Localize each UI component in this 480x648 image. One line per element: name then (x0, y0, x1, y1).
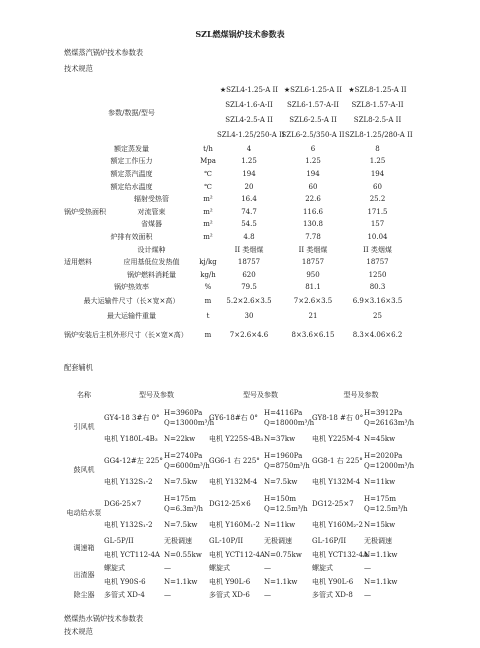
spec-row-label: 额定工作压力 (110, 157, 153, 166)
spec-value: II 类烟煤 (363, 245, 392, 254)
aux-param: N=22kw (164, 435, 196, 443)
spec-row (64, 231, 410, 244)
spec-value: 60 (373, 182, 382, 191)
spec-unit: ℃ (204, 169, 212, 178)
spec-value: 54.5 (241, 220, 257, 229)
aux-param: — (164, 564, 171, 573)
spec-unit: t (206, 312, 210, 321)
spec-value: II 类烟煤 (298, 245, 328, 254)
aux-model: 电机 Y225M-4 (312, 435, 361, 443)
spec-value: 25.2 (369, 195, 386, 204)
aux-model: 电机 Y132M-4 (312, 478, 361, 486)
spec-value: 1250 (368, 270, 387, 279)
aux-model: 多管式 XD-6 (209, 591, 250, 600)
aux-row (64, 535, 410, 549)
spec-row-label: 额定蒸汽温度 (110, 169, 153, 178)
aux-equipment-name: 出渣器 (73, 571, 95, 579)
aux-param: N=11kw (364, 478, 396, 486)
spec-row (64, 193, 410, 206)
spec-row (64, 294, 410, 309)
aux-model: 电机 Y90L-6 (209, 577, 251, 586)
spec-unit: Mpa (200, 157, 216, 166)
auxiliary-equipment-table (64, 384, 415, 603)
spec-value: 194 (370, 169, 385, 178)
aux-model: GG8-1 右 225° (312, 456, 363, 465)
spec-header-unit (199, 83, 217, 143)
aux-model: GL-5P/II (104, 537, 134, 546)
spec-value: 20 (244, 182, 254, 191)
aux-equipment-name: 调速箱 (73, 544, 95, 552)
spec-value: II 类烟煤 (234, 245, 264, 254)
spec-value: 22.6 (305, 195, 321, 204)
aux-param: H=2020Pa Q=12000m³/h (364, 452, 415, 470)
aux-row (64, 589, 410, 603)
spec-value: 194 (306, 169, 320, 178)
spec-row-label: 最大运输件尺寸（长×宽×高） (83, 297, 180, 306)
spec-value: 74.7 (241, 207, 257, 216)
spec-value: 18757 (366, 258, 389, 267)
aux-model: 电机 Y180L-4B₃ (104, 435, 158, 443)
model-row (64, 83, 410, 98)
aux-param: N=7.5kw (164, 521, 198, 529)
aux-param: — (364, 564, 371, 573)
spec-row-label: 锅炉燃料消耗量 (127, 270, 176, 279)
spec-value: 7.78 (305, 232, 321, 241)
aux-param: N=1.1kw (264, 577, 298, 586)
section1-heading: 燃煤蒸汽锅炉技术参数表 (64, 48, 144, 57)
spec-unit: m² (203, 195, 213, 204)
spec-row-label: 锅炉安装后主机外形尺寸（长×宽×高） (64, 330, 188, 339)
spec-unit: kj/kg (199, 258, 217, 267)
model-name: SZL8-1.25/280-A II (345, 131, 413, 139)
spec-group-label: 适用燃料 (64, 258, 92, 267)
spec-unit: m² (203, 207, 213, 216)
spec-value: 60 (308, 182, 318, 191)
spec-value: 30 (244, 312, 254, 321)
aux-equipment-name: 除尘器 (73, 591, 95, 600)
spec-value: 171.5 (367, 207, 388, 216)
aux-heading: 配套辅机 (64, 363, 93, 372)
aux-param: — (364, 591, 371, 600)
spec-row-label: 最大运输件重量 (107, 312, 156, 321)
aux-header: 型号及参数 (343, 390, 379, 399)
spec-row (64, 219, 410, 232)
aux-model: DG6-25×7 (104, 499, 142, 508)
aux-row (64, 430, 410, 449)
aux-param: N=7.5kw (164, 478, 198, 486)
model-name: ★SZL8-1.25-A II (348, 86, 407, 94)
section1-subheading: 技术规范 (64, 64, 93, 73)
aux-equipment-name: 引风机 (73, 423, 95, 431)
aux-param: 无极调速 (264, 537, 292, 546)
aux-param: H=3912Pa Q=26163m³/h (364, 409, 415, 427)
aux-param: H=3960Pa Q=13000m³/h (164, 409, 215, 427)
spec-value: 116.6 (302, 207, 324, 216)
spec-row-label: 锅炉热效率 (114, 283, 149, 292)
spec-value: 8.3×4.06×6.2 (352, 330, 403, 339)
aux-param: N=45kw (364, 435, 396, 443)
aux-param: N=7.5kw (264, 478, 298, 486)
spec-value: 21 (308, 312, 318, 321)
aux-model: 电机 YCT132-4A (312, 550, 368, 559)
spec-unit: % (204, 283, 212, 292)
aux-row (64, 406, 410, 430)
aux-header-row (64, 384, 410, 406)
spec-value: 157 (370, 220, 385, 229)
spec-unit: m² (203, 232, 213, 241)
spec-value: 80.3 (369, 283, 386, 292)
spec-unit: m (204, 297, 212, 306)
model-name: ★SZL4-1.25-A II (219, 86, 279, 94)
aux-model: 电机 YCT112-4A (104, 550, 160, 559)
spec-row-label: 对流管束 (137, 207, 166, 216)
model-name: SZL4-1.25/250-A II (217, 131, 285, 139)
aux-param: H=150m Q=12.5m³/h (264, 495, 308, 513)
spec-row (64, 244, 410, 257)
aux-param: — (264, 591, 271, 600)
spec-value: 18757 (301, 258, 325, 267)
spec-group-label: 锅炉受热面积 (64, 207, 106, 216)
spec-value: 194 (242, 169, 256, 178)
aux-model: 螺旋式 (104, 564, 125, 573)
spec-unit: t/h (203, 144, 213, 153)
aux-model: 电机 Y90L-6 (312, 577, 354, 586)
spec-row-label: 炉排有效面积 (110, 232, 153, 241)
aux-param: N=0.75kw (264, 550, 302, 559)
aux-param: — (164, 591, 171, 600)
spec-value: 1.25 (369, 157, 386, 166)
spec-value: 7×2.6×3.5 (293, 297, 333, 306)
aux-model: DG12-25×7 (312, 499, 354, 508)
spec-value: 620 (242, 270, 256, 279)
aux-param: N=11kw (264, 521, 296, 529)
spec-value: 10.04 (367, 232, 388, 241)
spec-row (64, 324, 410, 346)
aux-param: N=1.1kw (164, 577, 198, 586)
aux-model: GY4-18 3#右 0° (104, 413, 160, 422)
aux-model: DG12-25×6 (209, 499, 251, 508)
aux-param: H=1960Pa Q=8750m³/h (264, 452, 310, 470)
spec-row (64, 143, 410, 156)
aux-row (64, 549, 410, 563)
aux-model: 电机 Y90S-6 (104, 577, 146, 586)
spec-row (64, 282, 410, 295)
aux-row (64, 492, 410, 516)
aux-model: 电机 Y132S₁-2 (104, 521, 153, 529)
aux-param: N=15kw (364, 521, 396, 529)
aux-param: H=2740Pa Q=6000m³/h (164, 452, 210, 470)
aux-model: GL-10P/II (209, 537, 244, 546)
aux-equipment-name: 电动给水泵 (66, 509, 102, 517)
aux-header: 名称 (77, 390, 91, 399)
spec-row (64, 256, 410, 269)
spec-row-label: 额定蒸发量 (114, 144, 149, 153)
section2-heading: 燃煤热水锅炉技术参数表 (64, 614, 144, 623)
spec-row-label: 额定给水温度 (110, 182, 153, 191)
model-name: SZL4-2.5-A II (225, 116, 273, 124)
aux-model: 螺旋式 (209, 564, 230, 573)
model-name: SZL8-1.57-A-II (351, 101, 404, 109)
aux-row (64, 516, 410, 535)
spec-unit: m (204, 330, 212, 339)
aux-model: GG4-12#左 225° (104, 456, 163, 465)
spec-row-label: 辐射受热管 (134, 195, 169, 204)
spec-row-label: 设计煤种 (137, 245, 166, 254)
spec-value: 1.25 (305, 157, 321, 166)
spec-unit (199, 244, 217, 257)
aux-param: 无极调速 (364, 537, 392, 546)
aux-param: N=1.1kw (364, 550, 398, 559)
model-name: SZL4-1.6-A-II (225, 101, 273, 109)
aux-row (64, 473, 410, 492)
aux-model: GY6-18#右 0° (209, 413, 258, 422)
aux-model: 电机 Y132S₁-2 (104, 478, 153, 486)
aux-model: 多管式 XD-4 (104, 591, 145, 600)
aux-model: 电机 Y160M₁-2 (209, 521, 260, 529)
spec-row (64, 309, 410, 324)
spec-row (64, 181, 410, 194)
spec-row (64, 269, 410, 282)
steam-boiler-spec-table (64, 83, 413, 346)
spec-value: 25 (373, 312, 382, 321)
spec-row (64, 206, 410, 219)
spec-value: 5.2×2.6×3.5 (226, 297, 272, 306)
spec-unit: ℃ (204, 182, 212, 191)
aux-model: 多管式 XD-8 (312, 591, 353, 600)
aux-model: GL-16P/II (312, 537, 347, 546)
aux-row (64, 562, 410, 576)
aux-param: N=1.1kw (364, 577, 398, 586)
spec-value: 81.1 (305, 283, 321, 292)
spec-value: 130.8 (302, 220, 324, 229)
model-name: SZL8-2.5-A II (353, 116, 402, 124)
spec-value: 16.4 (241, 195, 257, 204)
aux-model: 电机 Y160M₂-2 (312, 521, 363, 529)
spec-row-label: 省煤器 (141, 220, 162, 229)
aux-param: H=175m Q=6.3m³/h (164, 495, 204, 513)
aux-model: GG6-1 右 225° (209, 456, 260, 465)
model-name: SZL6-2.5/350-A II (281, 131, 345, 139)
aux-param: 无极调速 (164, 537, 192, 546)
aux-param: H=4116Pa Q=18000m³/h (264, 409, 315, 427)
spec-row (64, 168, 410, 181)
model-name: ★SZL6-1.25-A II (283, 86, 343, 94)
aux-model: 电机 YCT112-4A (209, 550, 265, 559)
aux-equipment-name: 鼓风机 (73, 466, 95, 474)
spec-value: 4 (246, 144, 252, 153)
spec-value: 950 (306, 270, 320, 279)
aux-model: GY8-18 #右 0° (312, 413, 364, 422)
spec-value: 7×2.6×4.6 (229, 330, 269, 339)
aux-header: 型号及参数 (243, 390, 278, 399)
aux-model: 电机 Y225S-4B₃ (209, 435, 264, 443)
model-name: SZL6-1.57-A-II (286, 101, 340, 109)
aux-param: N=0.55kw (164, 550, 202, 559)
spec-row (64, 156, 410, 169)
spec-value: 8×3.6×6.15 (291, 330, 335, 339)
spec-value: 18757 (237, 258, 261, 267)
document-title: SZL燃煤锅炉技术参数表 (195, 29, 285, 39)
aux-header: 型号及参数 (139, 390, 174, 399)
aux-param: N=37kw (264, 435, 296, 443)
spec-value: 6 (310, 144, 316, 153)
aux-row (64, 449, 410, 473)
spec-value: 79.5 (241, 283, 257, 292)
section2-subheading: 技术规范 (64, 627, 93, 636)
spec-unit: kg/h (200, 270, 216, 279)
aux-model: 螺旋式 (312, 564, 333, 573)
spec-unit: m² (203, 220, 213, 229)
spec-value: 1.25 (241, 157, 257, 166)
aux-row (64, 576, 410, 590)
aux-param: — (264, 564, 271, 573)
spec-row-label: 应用基低位发热值 (123, 258, 180, 267)
aux-param: H=175m Q=12.5m³/h (364, 495, 408, 513)
spec-value: 8 (375, 144, 380, 153)
model-name: SZL6-2.5-A II (289, 116, 337, 124)
spec-header-label: 参数/数据/型号 (108, 108, 155, 117)
spec-value: 4.8 (243, 232, 255, 241)
aux-model: 电机 Y132M-4 (209, 478, 258, 486)
spec-value: 6.9×3.16×3.5 (352, 297, 403, 306)
